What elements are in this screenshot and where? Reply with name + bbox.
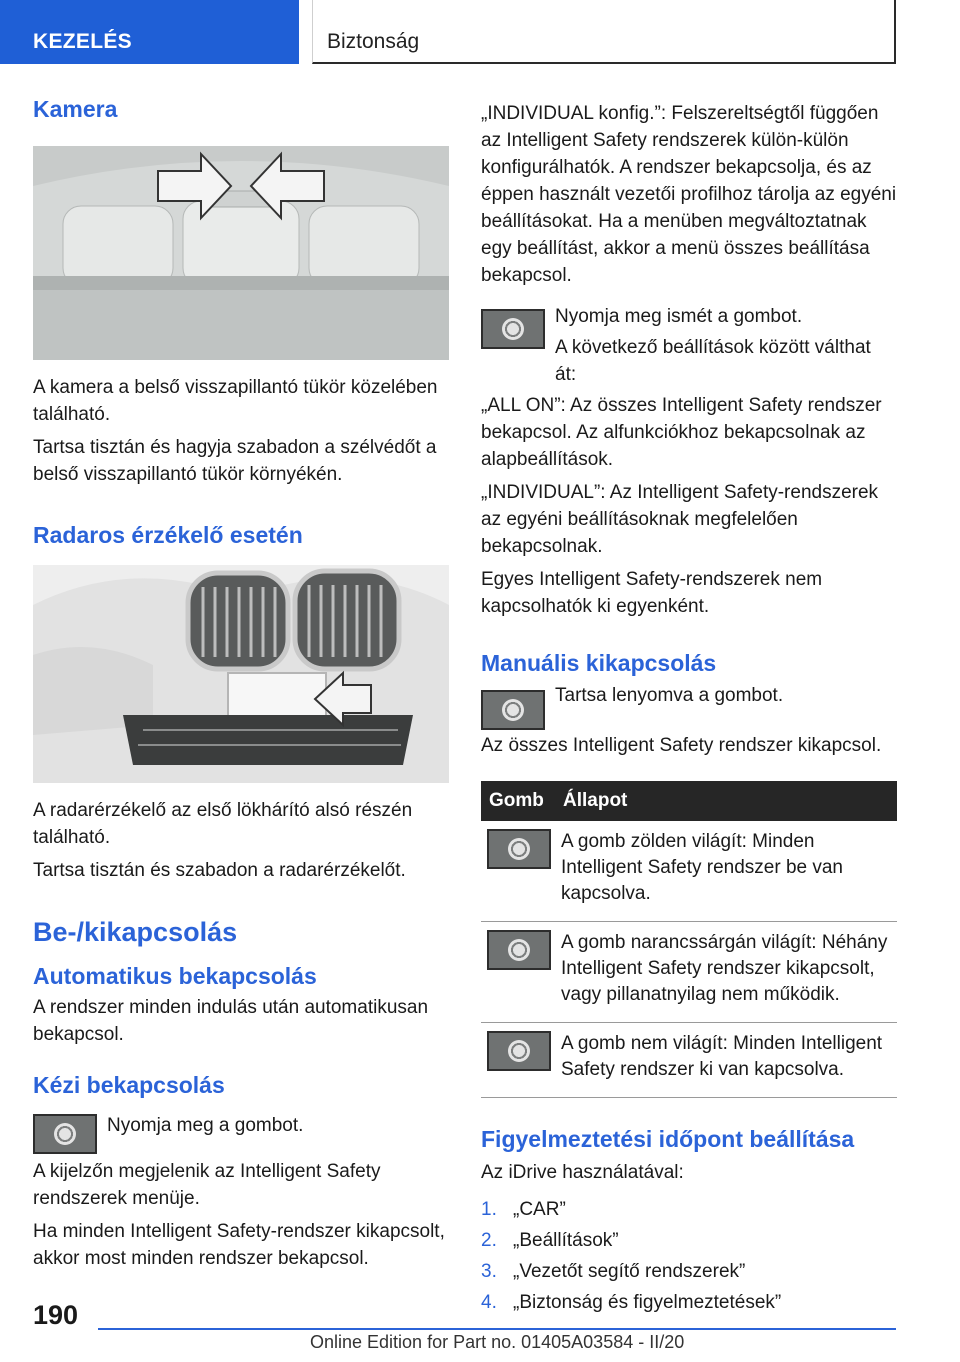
list-item [481, 1287, 897, 1318]
step-number: 3. [481, 1261, 497, 1283]
idrive-steps [481, 1194, 897, 1318]
table-cell-state: A gomb zölden világít: Minden Intelligent Safety rendszer be van kapcsolva. [555, 821, 897, 922]
manual-on-block [33, 1102, 449, 1154]
manual-on-line-1: Nyomja meg a gombot. [107, 1114, 304, 1136]
manual-on-text-3: Ha minden Intelligent Safety-rendszer kikapcsolt, akkor most minden rendszer bekapcsol. [33, 1220, 445, 1269]
camera-text-1: A kamera a belső visszapillantó tükör közelében található. [33, 376, 438, 425]
manual-off-line-2: Az összes Intelligent Safety rendszer kikapcsol. [481, 734, 882, 756]
manual-off-block [481, 682, 897, 730]
table-cell-state: A gomb narancssárgán világít: Néhány Intelligent Safety rendszer kikapcsolt, vagy pillanatnyilag nem működik. [555, 921, 897, 1022]
manual-off-heading: Manuális kikapcsolás [481, 650, 717, 676]
manual-off-line-1: Tartsa lenyomva a gombot. [555, 684, 784, 706]
table-row [481, 921, 897, 1022]
chapter-tab [0, 0, 299, 64]
page-number: 190 [33, 1300, 79, 1330]
camera-heading: Kamera [33, 96, 118, 122]
table-header-row [481, 781, 897, 821]
list-item [481, 1225, 897, 1256]
all-on-text: „ALL ON”: Az összes Intelligent Safety rendszer bekapcsol. Az alfunkciókhoz bekapcsolnak az alapbeállítások. [481, 395, 882, 470]
press-again-line-2: A következő beállítások között válthat át: [555, 337, 871, 385]
auto-on-heading: Automatikus bekapcsolás [33, 962, 317, 989]
individual-config-text: „INDIVIDUAL konfig.”: Felszereltségtől függően az Intelligent Safety rendszerek külön-külön konfigurálhatók. A rendszer bekapcsolja, és az éppen használt vezetői profilhoz tárolja az egyéni beállításokat. Ha a menüben megváltoztatnak egy beállítást, akkor a menü összes beállítása bekapcsol. [481, 103, 897, 286]
button-state-table [481, 781, 897, 1098]
radar-sensor-image [33, 565, 449, 783]
step-number: 1. [481, 1199, 497, 1221]
step-number: 4. [481, 1292, 497, 1314]
manual-on-heading: Kézi bekapcsolás [33, 1072, 225, 1099]
table-cell-state: A gomb nem világít: Minden Intelligent Safety rendszer ki van kapcsolva. [555, 1022, 897, 1097]
step-number: 2. [481, 1230, 497, 1252]
table-header-state: Állapot [555, 781, 897, 821]
camera-text-2: Tartsa tisztán és hagyja szabadon a szélvédőt a belső visszapillantó tükör környékén. [33, 436, 437, 485]
warning-time-heading: Figyelmeztetési időpont beállítása [481, 1125, 855, 1152]
onoff-heading: Be-/kikapcsolás [33, 917, 238, 948]
right-column [481, 100, 897, 1318]
auto-on-text: A rendszer minden indulás után automatikusan bekapcsol. [33, 997, 429, 1046]
section-title: Biztonság [327, 30, 420, 53]
individual-text: „INDIVIDUAL”: Az Intelligent Safety-rendszerek az egyéni beállításoknak megfelelően bekapcsolnak. [481, 482, 879, 557]
table-header-button: Gomb [481, 781, 555, 821]
step-text: „Vezetőt segítő rendszerek” [513, 1261, 746, 1283]
left-column [33, 96, 449, 1272]
list-item [481, 1256, 897, 1287]
table-row [481, 821, 897, 922]
safety-button-orange-icon [487, 930, 551, 970]
radar-text-1: A radarérzékelő az első lökhárító alsó részén található. [33, 800, 413, 849]
camera-location-image [33, 146, 449, 360]
safety-button-green-icon [487, 829, 551, 869]
step-text: „Biztonság és figyelmeztetések” [513, 1292, 782, 1314]
radar-heading: Radaros érzékelő esetén [33, 521, 303, 548]
table-row [481, 1022, 897, 1097]
footer-edition-text: Online Edition for Part no. 01405A03584 - II/20 [310, 1332, 685, 1352]
list-item [481, 1194, 897, 1225]
press-again-line-1: Nyomja meg ismét a gombot. [555, 306, 803, 327]
safety-button-icon [481, 309, 545, 349]
section-header [312, 0, 896, 64]
manual-on-line-2: A kijelzőn megjelenik az Intelligent Safety rendszerek menüje. [33, 1160, 381, 1209]
some-systems-text: Egyes Intelligent Safety-rendszerek nem kapcsolhatók ki egyenként. [481, 569, 823, 617]
chapter-title: KEZELÉS [33, 30, 132, 53]
safety-button-off-icon [487, 1031, 551, 1071]
safety-button-icon [481, 690, 545, 730]
idrive-intro: Az iDrive használatával: [481, 1162, 684, 1184]
step-text: „Beállítások” [513, 1230, 619, 1252]
footer-divider [98, 1328, 896, 1330]
press-again-block [481, 303, 897, 388]
safety-button-icon [33, 1114, 97, 1154]
radar-text-2: Tartsa tisztán és szabadon a radarérzékelőt. [33, 860, 406, 882]
step-text: „CAR” [513, 1199, 566, 1221]
